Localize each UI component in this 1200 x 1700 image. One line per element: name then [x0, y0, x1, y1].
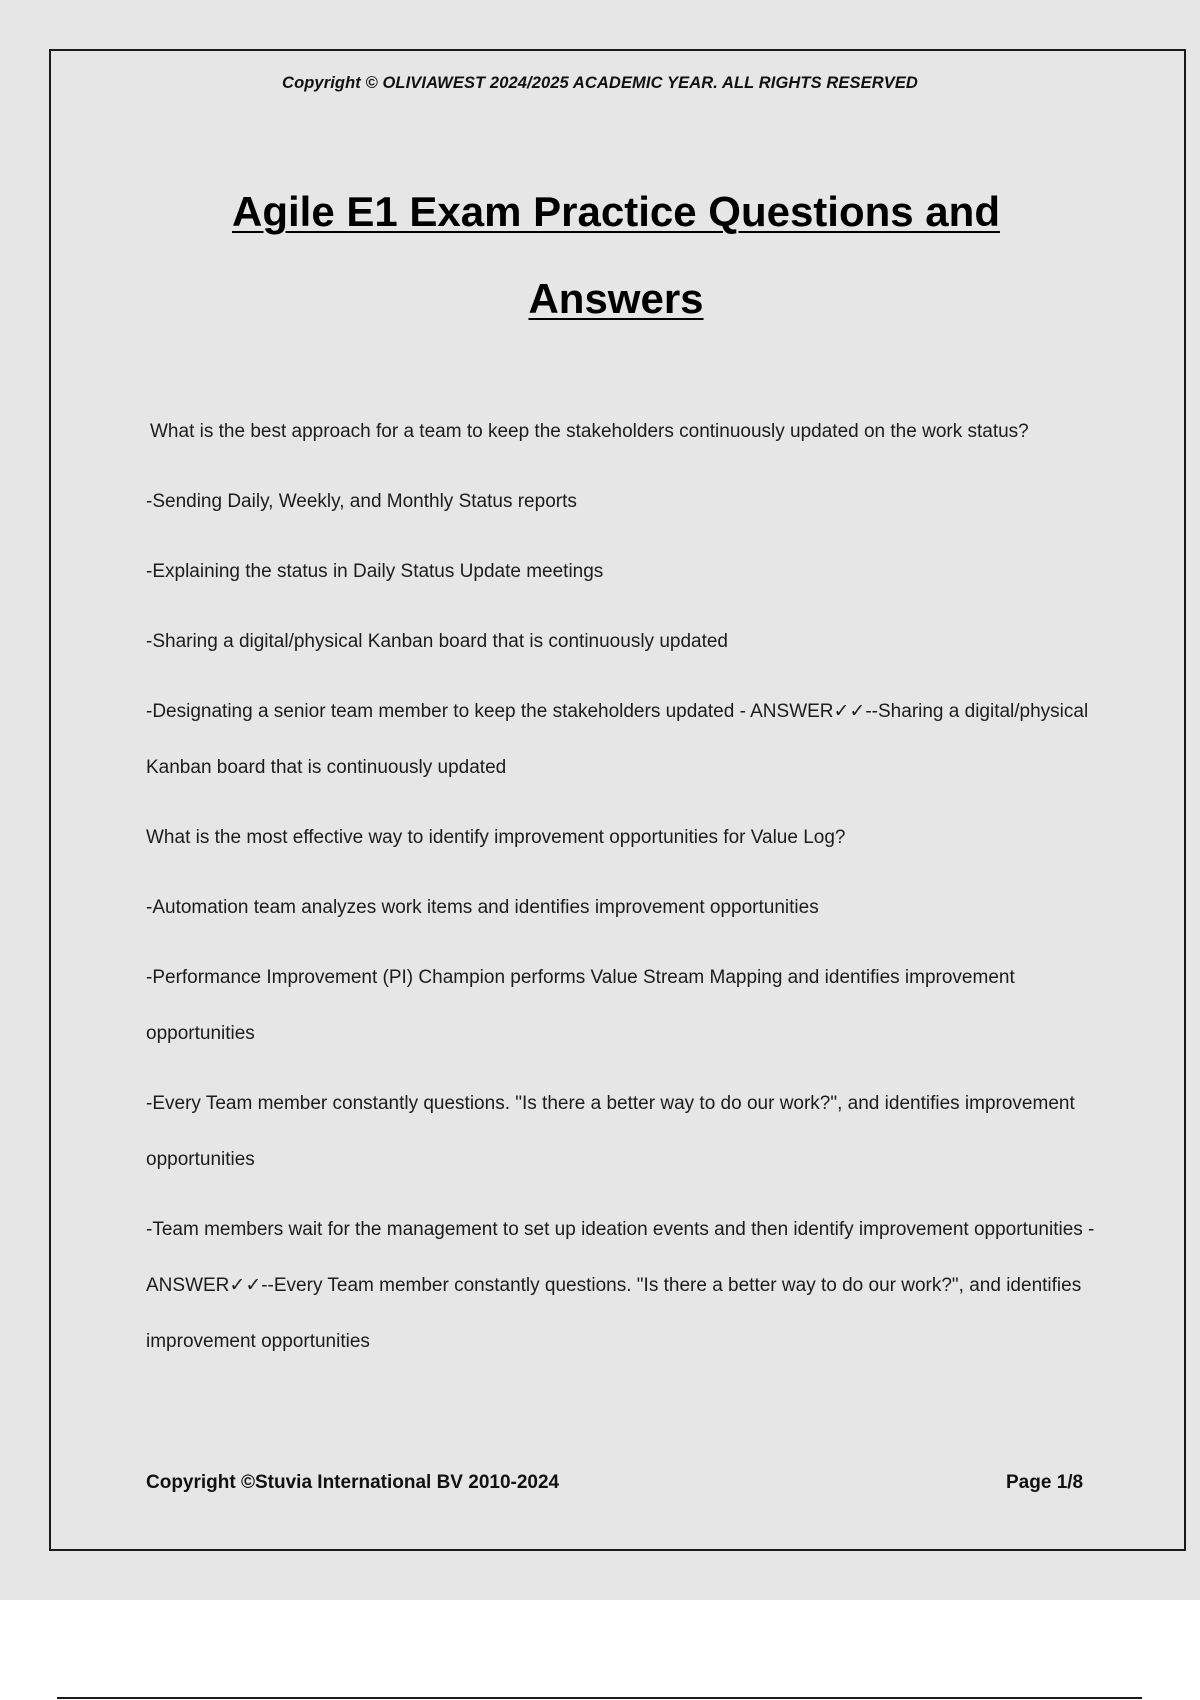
question-2-option-b: -Performance Improvement (PI) Champion performs Value Stream Mapping and identifies improvement opportunities	[146, 967, 1015, 1044]
page-number: Page 1/8	[1006, 1472, 1084, 1493]
question-2-option-a: -Automation team analyzes work items and identifies improvement opportunities	[146, 897, 819, 918]
title-line-1: Agile E1 Exam Practice Questions and	[232, 188, 1000, 235]
question-1-option-d-answer: -Designating a senior team member to keep the stakeholders updated - ANSWER✓✓--Sharing a digital/physical Kanban board that is continuously updated	[146, 701, 1089, 778]
question-1: What is the best approach for a team to keep the stakeholders continuously updated on the work status?	[150, 421, 1029, 442]
next-page-divider	[57, 1697, 1142, 1699]
header-copyright: Copyright © OLIVIAWEST 2024/2025 ACADEMIC YEAR. ALL RIGHTS RESERVED	[282, 74, 918, 92]
footer-copyright: Copyright ©Stuvia International BV 2010-2024	[146, 1472, 560, 1493]
question-2-option-c: -Every Team member constantly questions. "Is there a better way to do our work?", and identifies improvement opportunities	[146, 1093, 1075, 1170]
question-2: What is the most effective way to identify improvement opportunities for Value Log?	[146, 827, 846, 848]
question-1-option-b: -Explaining the status in Daily Status Update meetings	[146, 561, 604, 582]
question-1-option-c: -Sharing a digital/physical Kanban board that is continuously updated	[146, 631, 728, 652]
document-body	[146, 404, 1101, 1384]
title-line-2: Answers	[528, 275, 704, 322]
document-title	[120, 168, 1112, 342]
question-1-option-a: -Sending Daily, Weekly, and Monthly Status reports	[146, 491, 577, 512]
question-2-option-d-answer: -Team members wait for the management to set up ideation events and then identify improvement opportunities - ANSWER✓✓--Every Team member constantly questions. "Is there a better way to do our work?", and identifies improvement opportunities	[146, 1219, 1095, 1352]
